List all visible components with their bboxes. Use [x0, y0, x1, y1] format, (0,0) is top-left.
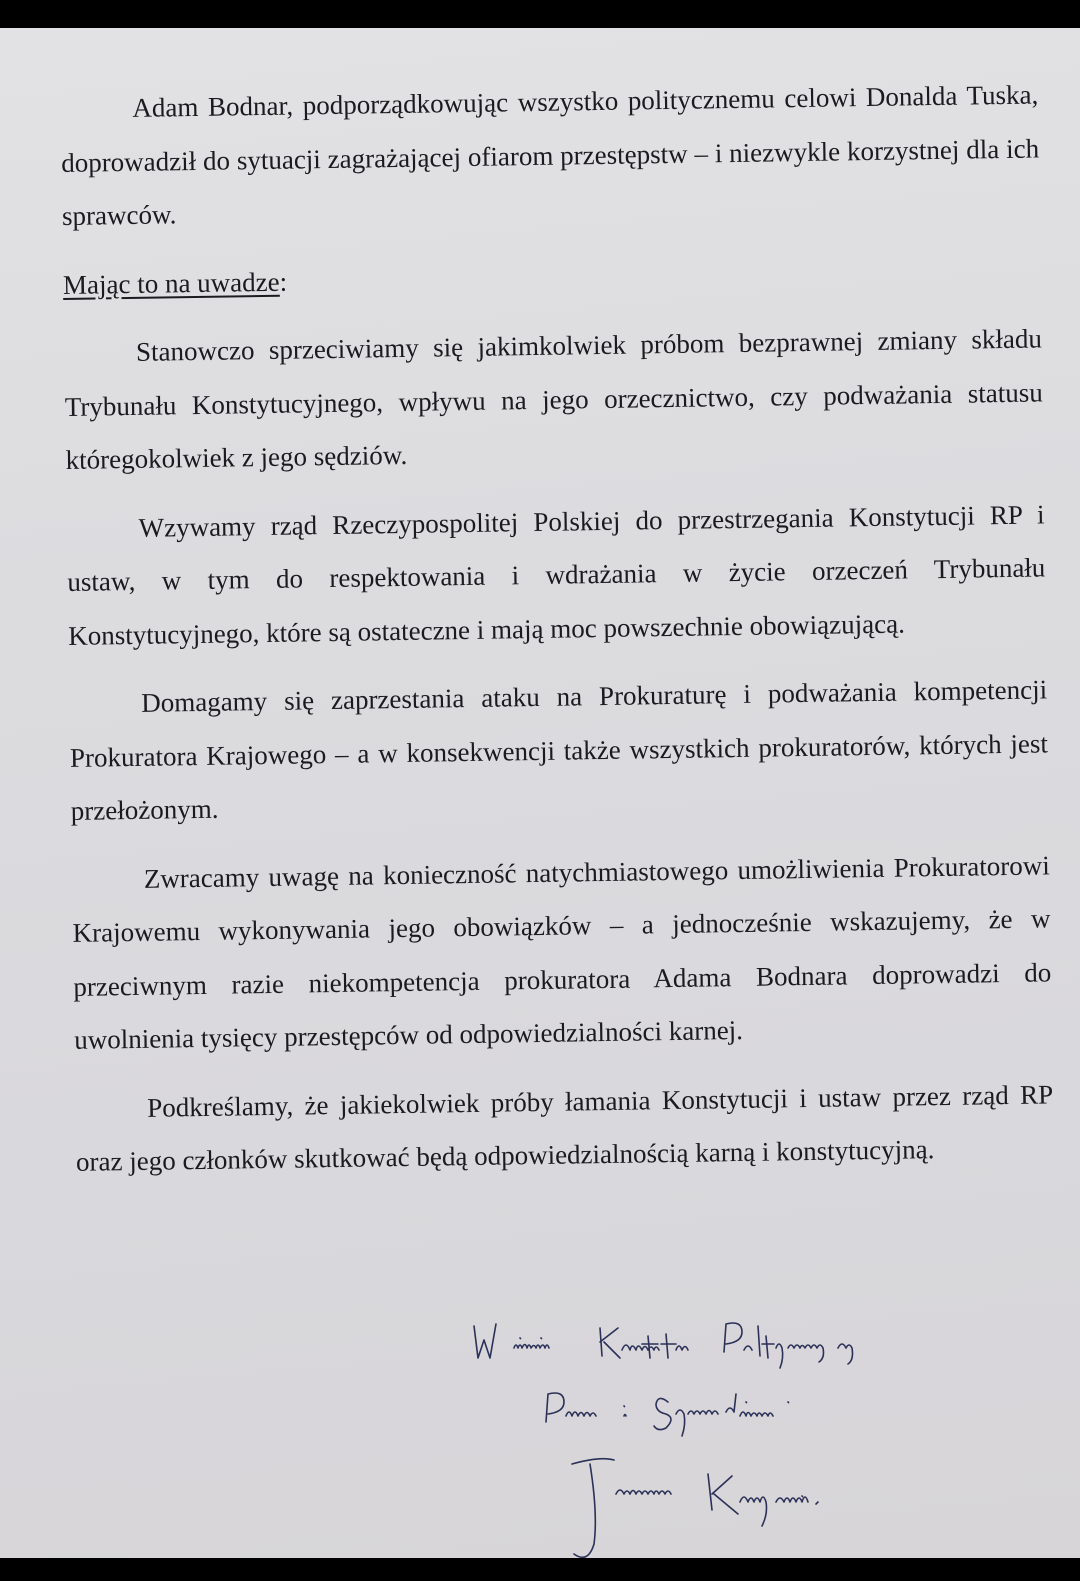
section-heading: [63, 244, 1042, 312]
signature-ink: [462, 1318, 1022, 1558]
section-heading-text: Mając to na uwadze: [62, 266, 280, 300]
intro-paragraph: Adam Bodnar, podporządkowując wszystko politycznemu celowi Donalda Tuska, doprowadził do sytuacji zagrażającej ofiarom przestępstw – i niezwykle korzystnej dla ich sprawców.: [60, 79, 1040, 231]
section-heading-punct: :: [279, 266, 288, 297]
paragraph-constitution: Wzywamy rząd Rzeczypospolitej Polskiej do przestrzegania Konstytucji RP i ustaw, w tym do respektowania i wdrażania w życie orzeczeń Trybunału Konstytucyjnego, które są ostateczne i mają moc powszechnie obowiązującą.: [67, 498, 1046, 651]
handwritten-signature: [462, 1318, 1022, 1558]
paragraph-national-prosecutor: Zwracamy uwagę na konieczność natychmiastowego umożliwienia Prokuratorowi Krajowemu wykonywania jego obowiązków – a jednocześnie wskazujemy, że w przeciwnym razie niekompetencja prokuratora Adama Bodnara doprowadzi do uwolnienia tysięcy przestępców od odpowiedzialności karnej.: [72, 849, 1052, 1055]
paragraph-prosecution: Domagamy się zaprzestania ataku na Prokuraturę i podważania kompetencji Prokuratora Krajowego – a w konsekwencji także wszystkich prokuratorów, których jest przełożonym.: [69, 674, 1049, 826]
paragraph-tribunal: Stanowczo sprzeciwiamy się jakimkolwiek próbom bezprawnej zmiany składu Trybunału Konstytucyjnego, wpływu na jego orzecznictwo, czy podważania statusu któregokolwiek z jego sędziów.: [64, 323, 1043, 475]
paragraph-responsibility: Podkreślamy, że jakiekolwiek próby łamania Konstytucji i ustaw przez rząd RP oraz jego członków skutkować będą odpowiedzialnością karną i konstytucyjną.: [75, 1078, 1054, 1177]
document-page: [0, 28, 1080, 1558]
document-body: [60, 68, 1054, 1189]
